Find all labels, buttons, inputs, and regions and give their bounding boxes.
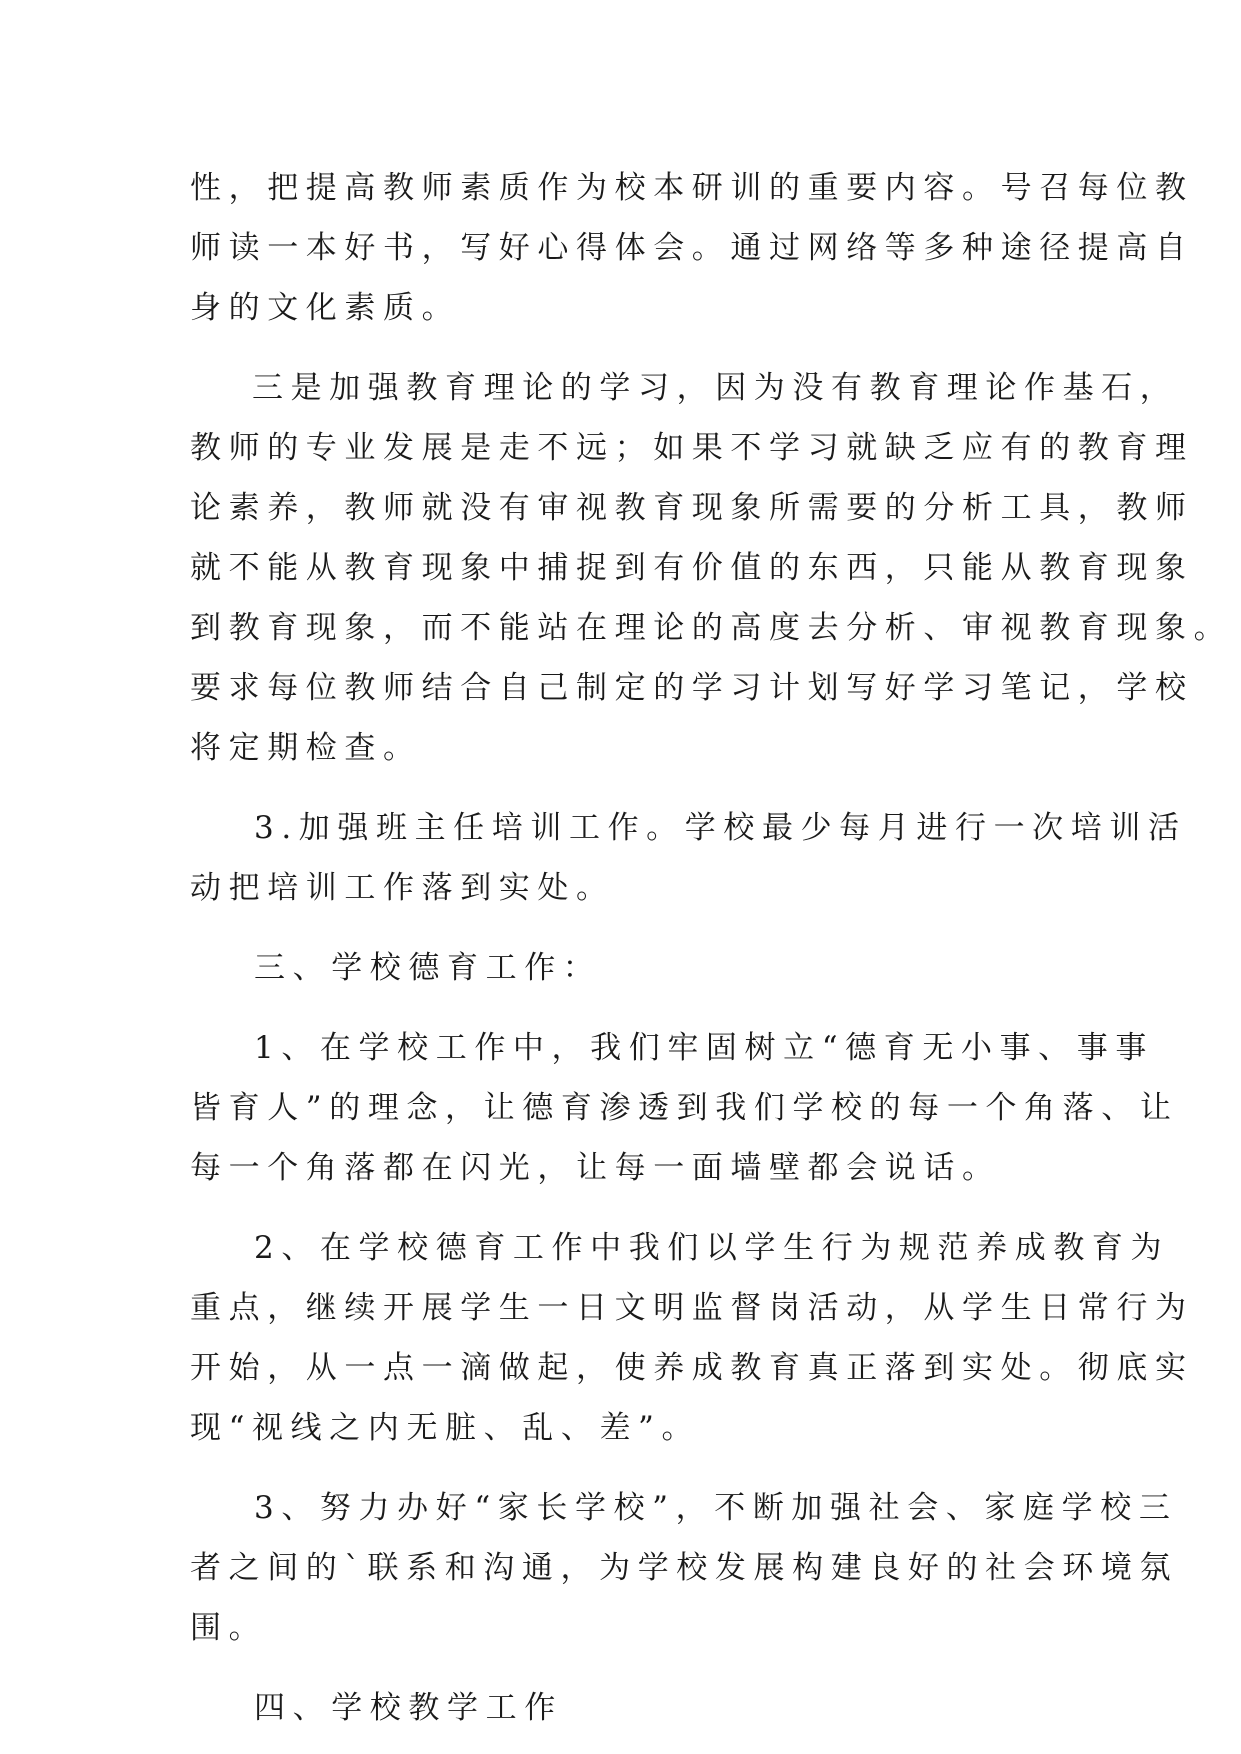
paragraph-first-line: 2、在学校德育工作中我们以学生行为规范养成教育为: [254, 1230, 1170, 1266]
body-line: 要求每位教师结合自己制定的学习计划写好学习笔记，学校: [190, 670, 1194, 706]
body-line: 教师的专业发展是走不远；如果不学习就缺乏应有的教育理: [190, 430, 1194, 466]
body-line: 每一个角落都在闪光，让每一面墙壁都会说话。: [190, 1150, 1001, 1186]
paragraph-first-line: 三是加强教育理论的学习，因为没有教育理论作基石，: [252, 370, 1179, 406]
document-body: [190, 158, 1233, 1738]
body-line: 师读一本好书，写好心得体会。通过网络等多种途径提高自: [190, 230, 1194, 266]
body-line: 身的文化素质。: [190, 290, 461, 326]
body-line: 重点，继续开展学生一日文明监督岗活动，从学生日常行为: [190, 1290, 1194, 1326]
section-heading: 四、学校教学工作: [254, 1690, 563, 1726]
body-line: 到教育现象，而不能站在理论的高度去分析、审视教育现象。: [190, 610, 1233, 646]
paragraph-first-line: 3.加强班主任培训工作。学校最少每月进行一次培训活: [254, 810, 1187, 846]
body-line: 者之间的`联系和沟通，为学校发展构建良好的社会环境氛: [190, 1550, 1179, 1586]
body-line: 围。: [190, 1610, 268, 1646]
paragraph-first-line: 1、在学校工作中，我们牢固树立“德育无小事、事事: [254, 1030, 1154, 1066]
body-line: 将定期检查。: [190, 730, 422, 766]
body-line: 现“视线之内无脏、乱、差”。: [190, 1410, 701, 1446]
body-line: 性，把提高教师素质作为校本研训的重要内容。号召每位教: [190, 170, 1194, 206]
body-line: 论素养，教师就没有审视教育现象所需要的分析工具，教师: [190, 490, 1194, 526]
body-line: 开始，从一点一滴做起，使养成教育真正落到实处。彻底实: [190, 1350, 1194, 1386]
section-heading: 三、学校德育工作：: [254, 950, 602, 986]
paragraph-first-line: 3、努力办好“家长学校”，不断加强社会、家庭学校三: [254, 1490, 1178, 1526]
body-line: 就不能从教育现象中捕捉到有价值的东西，只能从教育现象: [190, 550, 1194, 586]
body-line: 动把培训工作落到实处。: [190, 870, 615, 906]
body-line: 皆育人”的理念，让德育渗透到我们学校的每一个角落、让: [190, 1090, 1179, 1126]
